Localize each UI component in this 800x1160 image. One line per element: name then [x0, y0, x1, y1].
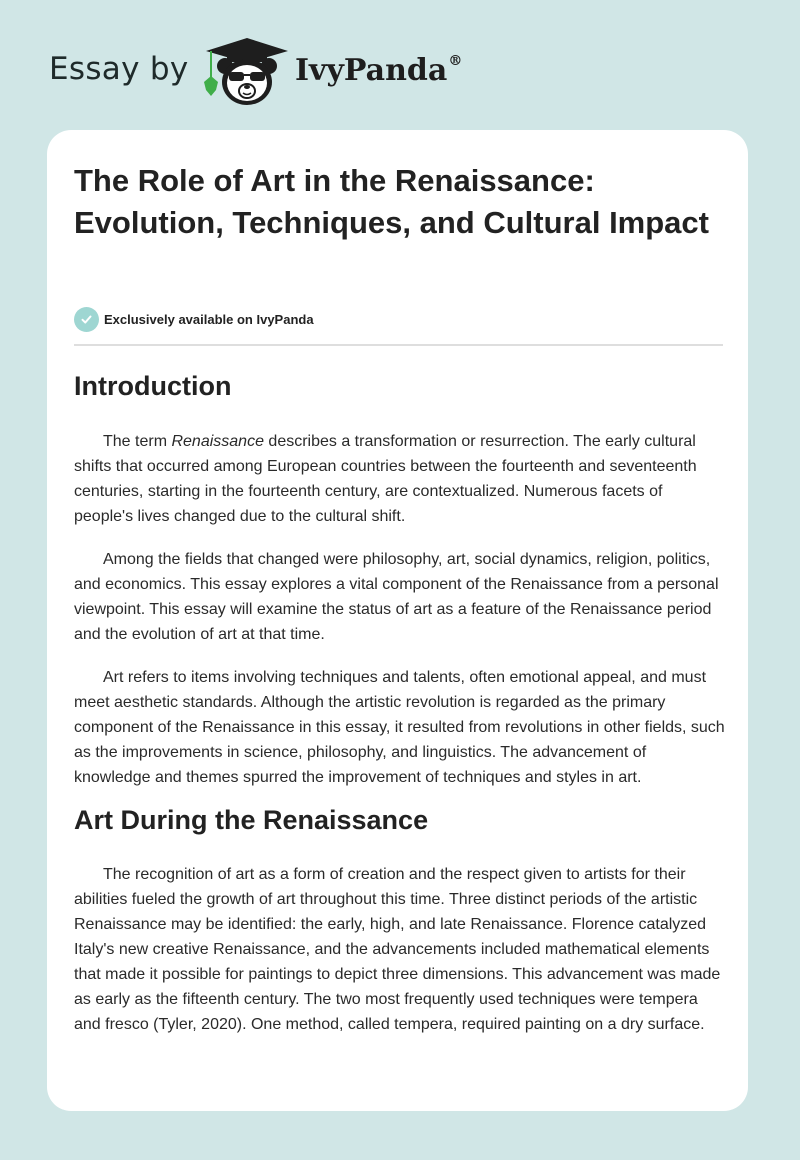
brand-name[interactable] — [295, 53, 462, 88]
essay-card — [47, 130, 748, 1111]
check-circle-icon — [74, 307, 99, 332]
paragraph — [74, 429, 725, 529]
exclusive-badge-label: Exclusively available on IvyPanda — [104, 311, 314, 327]
section-heading-art-during-renaissance: Art During the Renaissance — [74, 805, 429, 835]
paragraph: Art refers to items involving techniques and talents, often emotional appeal, and must meet aesthetic standards. Although the artistic revolution is regarded as the primary component of the Renaissance in this essay, it resulted from revolutions in other fields, such as the improvements in science, philosophy, and linguistics. The advancement of knowledge and themes spurred the improvement of techniques and styles in art. — [74, 669, 725, 786]
exclusive-badge — [74, 306, 314, 332]
section-heading-introduction: Introduction — [74, 371, 232, 401]
paragraph: The recognition of art as a form of creation and the respect given to artists for their abilities fueled the growth of art throughout this time. Three distinct periods of the artistic Renaissance may be identified: the early, high, and late Renaissance. Florence catalyzed Italy's new creative Renaissance, and the advancements included mathematical elements that made it possible for paintings to depict three dimensions. This advancement was made as early as the fifteenth century. The two most frequently used techniques were tempera and fresco (Tyler, 2020). One method, called tempera, required painting on a dry surface. — [74, 866, 721, 1033]
paragraph-text: describes a transformation or resurrection. The early cultural shifts that occurred among European countries between the fourteenth and seventeenth centuries, starting in the fourteenth century, are contextualized. Numerous facets of people's lives changed due to the cultural shift. — [74, 433, 697, 525]
brand-label: IvyPanda — [295, 53, 448, 88]
essay-by-label: Essay by — [49, 51, 189, 87]
panda-graduation-cap-icon[interactable] — [203, 36, 291, 108]
paragraph-text: The term — [103, 433, 172, 450]
essay-body — [74, 366, 725, 1037]
paragraph: Among the fields that changed were philosophy, art, social dynamics, religion, politics, and economics. This essay explores a vital component of the Renaissance from a personal viewpoint. This essay will examine the status of art as a feature of the Renaissance period and the evolution of art at that time. — [74, 551, 719, 643]
essay-title: The Role of Art in the Renaissance: Evolution, Techniques, and Cultural Impact — [74, 163, 709, 240]
title-divider — [74, 344, 723, 346]
registered-mark: ® — [448, 53, 463, 69]
italic-term: Renaissance — [171, 433, 264, 450]
site-header — [0, 0, 800, 130]
